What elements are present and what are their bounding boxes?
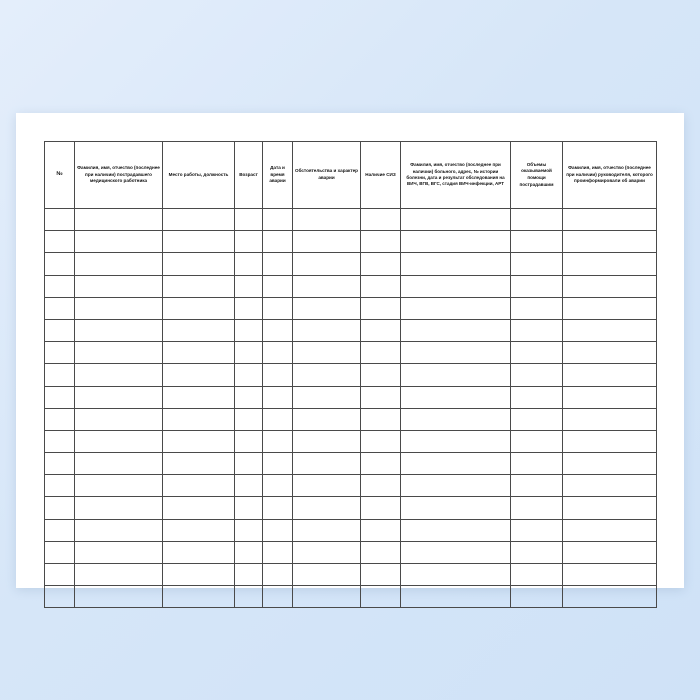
column-header-ppe: Наличие СИЗ	[361, 142, 401, 209]
table-cell[interactable]	[511, 342, 563, 364]
table-row[interactable]	[45, 342, 657, 364]
column-header-date-time: Дата и время аварии	[263, 142, 293, 209]
table-cell[interactable]	[401, 541, 511, 563]
table-cell[interactable]	[563, 586, 657, 608]
table-cell[interactable]	[361, 475, 401, 497]
table-cell[interactable]	[563, 519, 657, 541]
table-cell[interactable]	[293, 231, 361, 253]
table-cell[interactable]	[45, 364, 75, 386]
table-cell[interactable]	[163, 564, 235, 586]
table-cell[interactable]	[263, 386, 293, 408]
table-cell[interactable]	[235, 475, 263, 497]
table-cell[interactable]	[75, 453, 163, 475]
table-cell[interactable]	[401, 475, 511, 497]
table-cell[interactable]	[163, 408, 235, 430]
table-cell[interactable]	[401, 386, 511, 408]
column-header-age: Возраст	[235, 142, 263, 209]
table-cell[interactable]	[235, 564, 263, 586]
table-cell[interactable]	[263, 519, 293, 541]
table-cell[interactable]	[563, 408, 657, 430]
table-cell[interactable]	[563, 386, 657, 408]
table-cell[interactable]	[263, 275, 293, 297]
table-cell[interactable]	[75, 319, 163, 341]
table-cell[interactable]	[511, 297, 563, 319]
table-cell[interactable]	[361, 430, 401, 452]
table-cell[interactable]	[361, 386, 401, 408]
table-cell[interactable]	[75, 253, 163, 275]
table-cell[interactable]	[263, 253, 293, 275]
table-cell[interactable]	[75, 364, 163, 386]
table-cell[interactable]	[401, 519, 511, 541]
table-cell[interactable]	[361, 275, 401, 297]
table-cell[interactable]	[75, 297, 163, 319]
table-cell[interactable]	[163, 297, 235, 319]
table-cell[interactable]	[401, 319, 511, 341]
table-cell[interactable]	[293, 497, 361, 519]
table-cell[interactable]	[563, 541, 657, 563]
table-cell[interactable]	[293, 319, 361, 341]
table-cell[interactable]	[293, 519, 361, 541]
table-cell[interactable]	[45, 475, 75, 497]
column-header-workplace-position: Место работы, должность	[163, 142, 235, 209]
table-cell[interactable]	[235, 209, 263, 231]
table-cell[interactable]	[163, 209, 235, 231]
table-cell[interactable]	[511, 519, 563, 541]
table-cell[interactable]	[293, 209, 361, 231]
table-row[interactable]	[45, 497, 657, 519]
table-cell[interactable]	[163, 319, 235, 341]
table-cell[interactable]	[401, 497, 511, 519]
table-cell[interactable]	[235, 342, 263, 364]
table-cell[interactable]	[235, 541, 263, 563]
table-cell[interactable]	[75, 475, 163, 497]
table-cell[interactable]	[563, 342, 657, 364]
table-cell[interactable]	[235, 497, 263, 519]
table-body	[45, 209, 657, 608]
table-cell[interactable]	[361, 364, 401, 386]
table-cell[interactable]	[163, 342, 235, 364]
table-cell[interactable]	[511, 209, 563, 231]
table-cell[interactable]	[361, 519, 401, 541]
table-row[interactable]	[45, 209, 657, 231]
table-cell[interactable]	[293, 253, 361, 275]
table-cell[interactable]	[263, 209, 293, 231]
table-row[interactable]	[45, 564, 657, 586]
table-row[interactable]	[45, 475, 657, 497]
table-cell[interactable]	[163, 453, 235, 475]
table-cell[interactable]	[263, 453, 293, 475]
table-cell[interactable]	[45, 430, 75, 452]
table-row[interactable]	[45, 541, 657, 563]
table-cell[interactable]	[45, 541, 75, 563]
table-cell[interactable]	[235, 319, 263, 341]
table-cell[interactable]	[511, 253, 563, 275]
table-row[interactable]	[45, 231, 657, 253]
table-cell[interactable]	[263, 364, 293, 386]
column-header-number: №	[45, 142, 75, 209]
table-cell[interactable]	[235, 364, 263, 386]
table-cell[interactable]	[401, 231, 511, 253]
table-cell[interactable]	[401, 430, 511, 452]
table-cell[interactable]	[563, 475, 657, 497]
table-cell[interactable]	[401, 453, 511, 475]
table-cell[interactable]	[163, 541, 235, 563]
table-cell[interactable]	[293, 586, 361, 608]
table-cell[interactable]	[75, 586, 163, 608]
table-cell[interactable]	[511, 564, 563, 586]
table-cell[interactable]	[45, 386, 75, 408]
table-cell[interactable]	[511, 475, 563, 497]
table-cell[interactable]	[263, 475, 293, 497]
table-cell[interactable]	[563, 275, 657, 297]
journal-table	[44, 141, 657, 608]
table-cell[interactable]	[511, 231, 563, 253]
table-cell[interactable]	[263, 541, 293, 563]
column-header-informed-manager: Фамилия, имя, отчество (последнее при наличии) руководителя, которого проинформировали об аварии	[563, 142, 657, 209]
table-cell[interactable]	[401, 364, 511, 386]
table-cell[interactable]	[263, 231, 293, 253]
table-cell[interactable]	[511, 586, 563, 608]
table-cell[interactable]	[563, 319, 657, 341]
table-cell[interactable]	[75, 342, 163, 364]
table-cell[interactable]	[163, 364, 235, 386]
table-cell[interactable]	[293, 430, 361, 452]
table-row[interactable]	[45, 453, 657, 475]
table-cell[interactable]	[235, 231, 263, 253]
table-cell[interactable]	[563, 430, 657, 452]
table-cell[interactable]	[563, 497, 657, 519]
table-cell[interactable]	[361, 453, 401, 475]
table-cell[interactable]	[563, 209, 657, 231]
table-cell[interactable]	[163, 275, 235, 297]
table-cell[interactable]	[263, 586, 293, 608]
table-cell[interactable]	[235, 519, 263, 541]
table-cell[interactable]	[361, 586, 401, 608]
table-cell[interactable]	[361, 541, 401, 563]
table-row[interactable]	[45, 319, 657, 341]
table-cell[interactable]	[361, 342, 401, 364]
table-cell[interactable]	[75, 275, 163, 297]
table-cell[interactable]	[563, 231, 657, 253]
table-cell[interactable]	[361, 564, 401, 586]
table-cell[interactable]	[293, 297, 361, 319]
table-cell[interactable]	[401, 209, 511, 231]
table-cell[interactable]	[45, 209, 75, 231]
column-header-aid-provided: Объемы оказываемой помощи пострадавшим	[511, 142, 563, 209]
table-cell[interactable]	[45, 297, 75, 319]
table-cell[interactable]	[163, 253, 235, 275]
table-cell[interactable]	[75, 497, 163, 519]
table-cell[interactable]	[235, 430, 263, 452]
table-cell[interactable]	[45, 408, 75, 430]
table-cell[interactable]	[511, 386, 563, 408]
table-row[interactable]	[45, 364, 657, 386]
table-cell[interactable]	[563, 297, 657, 319]
table-cell[interactable]	[361, 408, 401, 430]
table-cell[interactable]	[401, 297, 511, 319]
table-cell[interactable]	[511, 319, 563, 341]
table-cell[interactable]	[163, 586, 235, 608]
table-row[interactable]	[45, 586, 657, 608]
table-cell[interactable]	[263, 342, 293, 364]
table-header-row	[45, 142, 657, 209]
column-header-patient-details: Фамилия, имя, отчество (последнее при наличии) больного, адрес, № истории болезни, дата и результат обследования на ВИЧ, ВГВ, ВГС, стадия ВИЧ-инфекции, АРТ	[401, 142, 511, 209]
table-cell[interactable]	[235, 586, 263, 608]
table-cell[interactable]	[235, 408, 263, 430]
table-cell[interactable]	[75, 386, 163, 408]
table-cell[interactable]	[45, 253, 75, 275]
table-cell[interactable]	[75, 408, 163, 430]
table-cell[interactable]	[361, 209, 401, 231]
table-cell[interactable]	[293, 564, 361, 586]
journal-table-container	[44, 141, 656, 608]
table-cell[interactable]	[163, 475, 235, 497]
table-cell[interactable]	[293, 342, 361, 364]
table-cell[interactable]	[45, 275, 75, 297]
table-cell[interactable]	[235, 275, 263, 297]
table-cell[interactable]	[511, 497, 563, 519]
table-row[interactable]	[45, 275, 657, 297]
table-cell[interactable]	[361, 497, 401, 519]
table-cell[interactable]	[293, 275, 361, 297]
table-cell[interactable]	[511, 408, 563, 430]
table-cell[interactable]	[45, 519, 75, 541]
table-cell[interactable]	[401, 275, 511, 297]
table-cell[interactable]	[163, 497, 235, 519]
table-cell[interactable]	[75, 541, 163, 563]
table-cell[interactable]	[75, 519, 163, 541]
table-cell[interactable]	[563, 453, 657, 475]
table-cell[interactable]	[401, 586, 511, 608]
table-row[interactable]	[45, 297, 657, 319]
table-cell[interactable]	[163, 231, 235, 253]
table-cell[interactable]	[263, 297, 293, 319]
table-cell[interactable]	[401, 253, 511, 275]
table-row[interactable]	[45, 408, 657, 430]
table-cell[interactable]	[511, 364, 563, 386]
table-row[interactable]	[45, 253, 657, 275]
table-cell[interactable]	[401, 408, 511, 430]
table-cell[interactable]	[235, 297, 263, 319]
table-cell[interactable]	[263, 319, 293, 341]
table-cell[interactable]	[163, 386, 235, 408]
table-cell[interactable]	[75, 209, 163, 231]
table-cell[interactable]	[563, 364, 657, 386]
table-cell[interactable]	[401, 342, 511, 364]
table-cell[interactable]	[361, 297, 401, 319]
table-cell[interactable]	[163, 519, 235, 541]
table-cell[interactable]	[75, 430, 163, 452]
table-cell[interactable]	[75, 231, 163, 253]
table-cell[interactable]	[45, 564, 75, 586]
table-cell[interactable]	[293, 541, 361, 563]
table-cell[interactable]	[163, 430, 235, 452]
table-cell[interactable]	[511, 453, 563, 475]
table-cell[interactable]	[263, 430, 293, 452]
table-cell[interactable]	[235, 453, 263, 475]
table-cell[interactable]	[45, 586, 75, 608]
table-cell[interactable]	[45, 453, 75, 475]
table-cell[interactable]	[511, 275, 563, 297]
table-cell[interactable]	[401, 564, 511, 586]
table-cell[interactable]	[75, 564, 163, 586]
table-row[interactable]	[45, 519, 657, 541]
table-row[interactable]	[45, 430, 657, 452]
table-cell[interactable]	[45, 497, 75, 519]
table-cell[interactable]	[563, 253, 657, 275]
table-cell[interactable]	[293, 475, 361, 497]
table-cell[interactable]	[563, 564, 657, 586]
table-cell[interactable]	[293, 386, 361, 408]
document-page	[16, 113, 684, 588]
table-cell[interactable]	[361, 319, 401, 341]
table-cell[interactable]	[361, 253, 401, 275]
table-cell[interactable]	[45, 342, 75, 364]
table-cell[interactable]	[511, 430, 563, 452]
table-cell[interactable]	[263, 408, 293, 430]
table-cell[interactable]	[263, 497, 293, 519]
column-header-circumstances: Обстоятельства и характер аварии	[293, 142, 361, 209]
table-header	[45, 142, 657, 209]
column-header-victim-name: Фамилия, имя, отчество (последнее при наличии) пострадавшего медицинского работника	[75, 142, 163, 209]
table-cell[interactable]	[235, 253, 263, 275]
table-cell[interactable]	[45, 319, 75, 341]
table-cell[interactable]	[293, 453, 361, 475]
table-cell[interactable]	[511, 541, 563, 563]
table-cell[interactable]	[361, 231, 401, 253]
table-cell[interactable]	[45, 231, 75, 253]
table-row[interactable]	[45, 386, 657, 408]
table-cell[interactable]	[293, 408, 361, 430]
table-cell[interactable]	[235, 386, 263, 408]
table-cell[interactable]	[263, 564, 293, 586]
table-cell[interactable]	[293, 364, 361, 386]
